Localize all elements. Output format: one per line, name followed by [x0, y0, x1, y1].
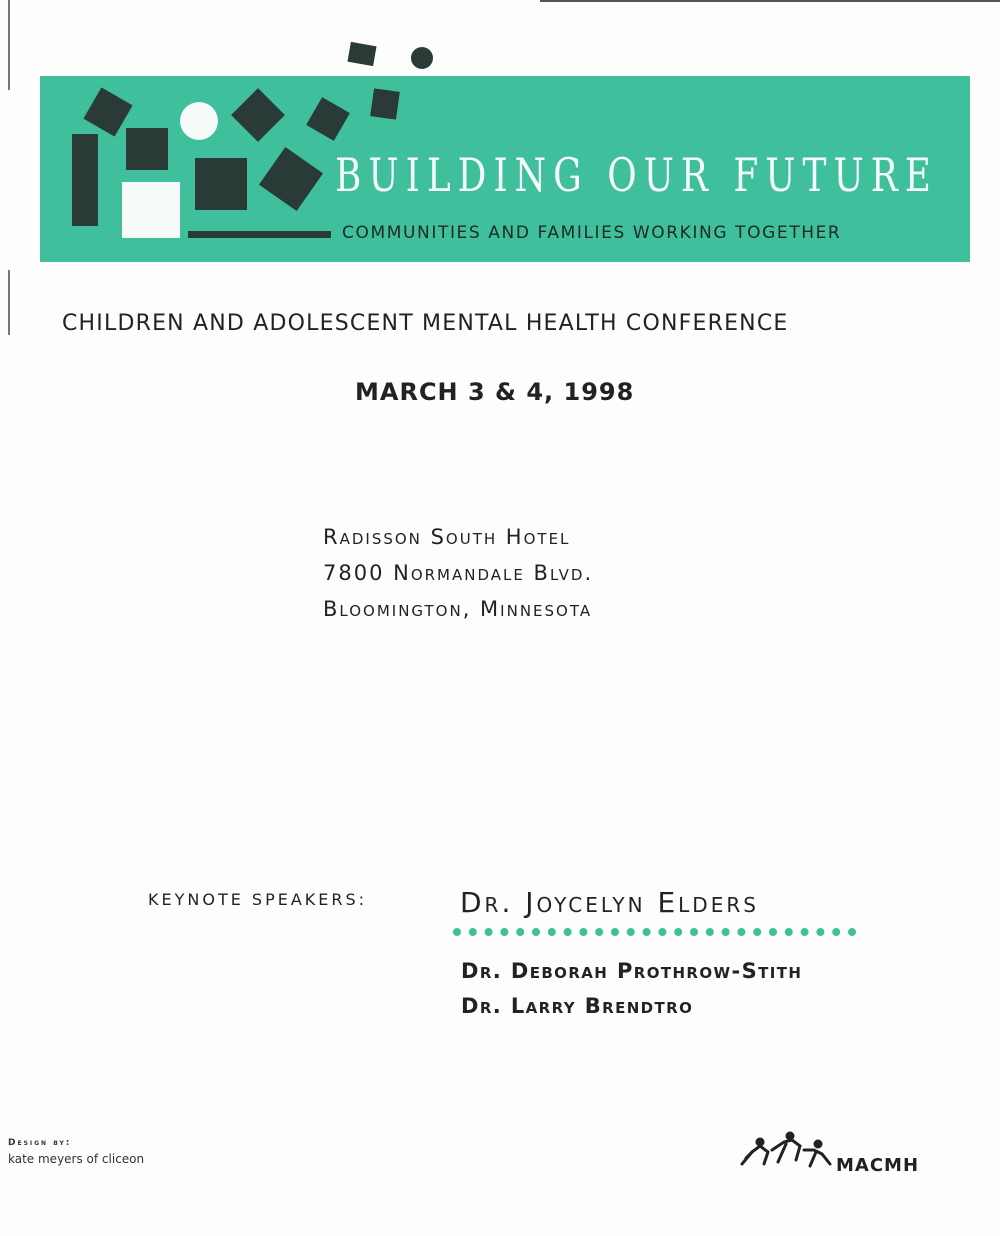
divider-dot	[816, 928, 824, 936]
conference-title: CHILDREN AND ADOLESCENT MENTAL HEALTH CONFERENCE	[62, 311, 789, 336]
divider-dot	[737, 928, 745, 936]
divider-dot	[643, 928, 651, 936]
page-top-edge	[540, 0, 1000, 2]
banner-white-square-shape	[122, 182, 180, 238]
banner-subtitle: COMMUNITIES AND FAMILIES WORKING TOGETHER	[342, 223, 842, 243]
page-left-edge-mark	[8, 270, 10, 335]
falling-dot-shape	[411, 47, 433, 69]
banner-title: BUILDING OUR FUTURE	[335, 148, 938, 202]
divider-dot	[753, 928, 761, 936]
divider-dot	[674, 928, 682, 936]
conference-banner	[40, 76, 970, 262]
designer-name: kate meyers of cliceon	[8, 1152, 145, 1166]
dotted-divider	[452, 926, 862, 938]
divider-dot	[769, 928, 777, 936]
design-credit-label: Design by:	[8, 1138, 72, 1148]
divider-dot	[516, 928, 524, 936]
falling-square-shape	[347, 42, 376, 66]
banner-white-circle-shape	[180, 102, 218, 140]
speaker-name: Dr. Deborah Prothrow-Stith	[461, 959, 803, 983]
macmh-logo	[738, 1128, 938, 1178]
banner-square-shape	[370, 88, 400, 119]
divider-dot	[532, 928, 540, 936]
venue-line: 7800 Normandale Blvd.	[323, 561, 594, 585]
banner-diamond-shape	[306, 97, 350, 141]
banner-diamond-shape	[259, 147, 323, 211]
divider-dot	[595, 928, 603, 936]
venue-line: Radisson South Hotel	[323, 525, 571, 549]
banner-square-shape	[195, 158, 247, 210]
divider-dot	[469, 928, 477, 936]
divider-dot	[658, 928, 666, 936]
keynote-label: KEYNOTE SPEAKERS:	[148, 890, 368, 909]
divider-dot	[722, 928, 730, 936]
divider-dot	[627, 928, 635, 936]
divider-dot	[564, 928, 572, 936]
divider-dot	[500, 928, 508, 936]
speaker-list	[461, 954, 802, 1024]
divider-dot	[785, 928, 793, 936]
divider-dot	[848, 928, 856, 936]
speaker-name: Dr. Larry Brendtro	[461, 994, 694, 1018]
macmh-logo-text: MACMH	[836, 1155, 920, 1176]
divider-dot	[611, 928, 619, 936]
divider-dot	[485, 928, 493, 936]
divider-dot	[706, 928, 714, 936]
divider-dot	[801, 928, 809, 936]
venue-line: Bloomington, Minnesota	[323, 597, 593, 621]
divider-dot	[453, 928, 461, 936]
page-left-edge	[8, 0, 10, 90]
people-figures-icon	[738, 1128, 838, 1178]
venue-address	[323, 519, 593, 627]
banner-bar-shape	[72, 134, 98, 226]
divider-dot	[832, 928, 840, 936]
banner-underline-bar	[188, 231, 331, 238]
divider-dot	[690, 928, 698, 936]
divider-dot	[548, 928, 556, 936]
divider-dot	[579, 928, 587, 936]
conference-date: MARCH 3 & 4, 1998	[355, 378, 635, 406]
main-speaker: Dr. Joycelyn Elders	[460, 886, 759, 919]
banner-square-shape	[126, 128, 168, 170]
banner-diamond-shape	[231, 88, 285, 142]
